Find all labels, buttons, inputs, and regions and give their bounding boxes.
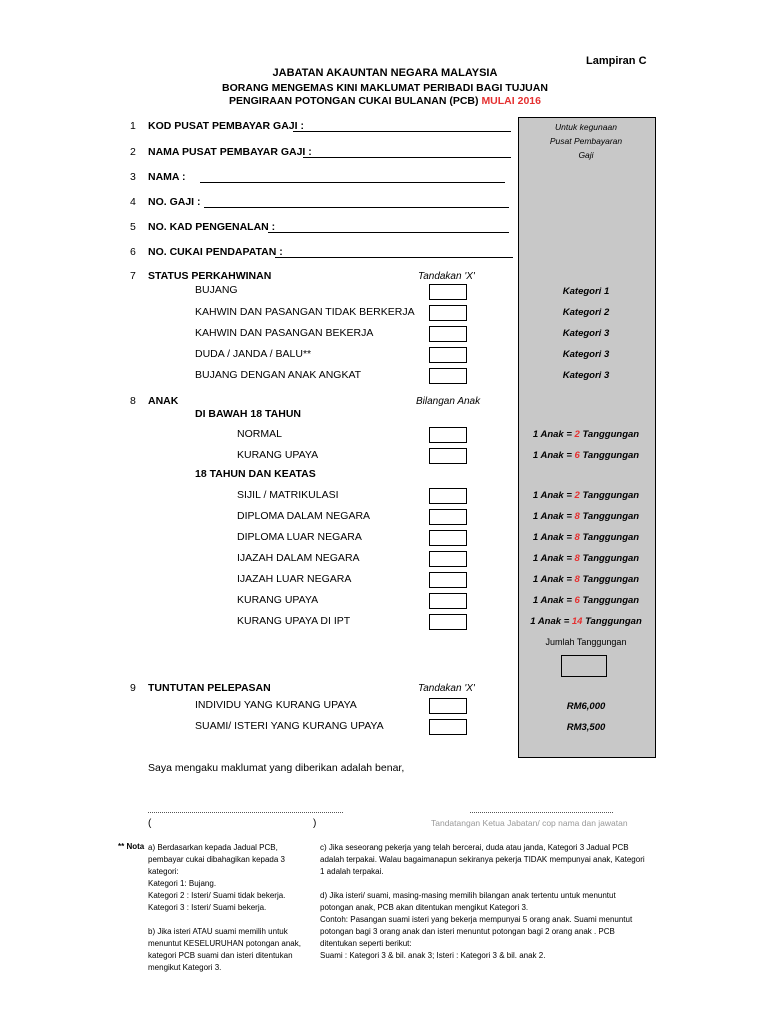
anak-count-box[interactable]: [429, 551, 467, 567]
anak-prefix: 1 Anak =: [532, 429, 575, 440]
tanggungan-count: 8: [574, 511, 580, 522]
field-number: 4: [130, 196, 136, 208]
panel-title-2: Pusat Pembayaran: [549, 136, 623, 146]
section-number: 8: [130, 395, 136, 407]
anak-tanggungan-label: [518, 511, 654, 522]
anak-count-box[interactable]: [429, 509, 467, 525]
header-line3: [0, 95, 770, 107]
note-d: d) Jika isteri/ suami, masing-masing memilih bilangan anak tertentu untuk menuntut potongan anak, PCB akan ditentukan mengikut Kategori 3.: [320, 891, 616, 912]
tuntutan-hint: Tandakan 'X': [418, 683, 475, 694]
note-a1: Kategori 1: Bujang.: [148, 879, 217, 888]
status-section-label: STATUS PERKAHWINAN: [148, 270, 272, 282]
tuntutan-section-label: TUNTUTAN PELEPASAN: [148, 682, 271, 694]
header-line3-red: MULAI 2016: [481, 95, 541, 107]
section-number: 9: [130, 682, 136, 694]
no-gaji-input-line[interactable]: [204, 207, 509, 208]
tanggungan-suffix: Tanggungan: [579, 450, 640, 461]
anak-option-label: KURANG UPAYA: [237, 594, 319, 606]
tanggungan-suffix: Tanggungan: [579, 595, 640, 606]
field-number: 5: [130, 221, 136, 233]
anak-option-label: IJAZAH DALAM NEGARA: [237, 552, 360, 564]
tanggungan-count: 8: [574, 574, 580, 585]
field-number: 6: [130, 246, 136, 258]
declaration-text: Saya mengaku maklumat yang diberikan adalah benar,: [148, 762, 405, 774]
status-option-label: KAHWIN DAN PASANGAN TIDAK BERKERJA: [195, 306, 415, 318]
tanggungan-count: 2: [574, 429, 580, 440]
field-label: NO. GAJI :: [148, 196, 201, 208]
anak-hint: Bilangan Anak: [416, 396, 481, 407]
anak-count-box[interactable]: [429, 488, 467, 504]
head-of-department-label: Tandatangan Ketua Jabatan/ cop nama dan jawatan: [431, 818, 628, 828]
status-bujang-checkbox[interactable]: [429, 284, 467, 300]
anak-option-label: NORMAL: [237, 428, 282, 440]
signature-line-right[interactable]: [470, 812, 613, 813]
jumlah-tanggungan-box[interactable]: [561, 655, 607, 677]
tanggungan-suffix: Tanggungan: [579, 553, 640, 564]
note-a-block: [148, 842, 308, 974]
tanggungan-count: 8: [574, 553, 580, 564]
anak-option-label: IJAZAH LUAR NEGARA: [237, 573, 352, 585]
note-a2: Kategori 2 : Isteri/ Suami tidak bekerja.: [148, 891, 286, 900]
section-number: 7: [130, 270, 136, 282]
tuntutan-option-label: SUAMI/ ISTERI YANG KURANG UPAYA: [195, 720, 384, 732]
anak-option-label: KURANG UPAYA: [237, 449, 319, 461]
anak-group-18-above: 18 TAHUN DAN KEATAS: [195, 468, 316, 480]
header-line1: JABATAN AKAUNTAN NEGARA MALAYSIA: [272, 67, 498, 79]
signature-open-paren: (: [148, 818, 152, 829]
tuntutan-amount: RM6,000: [566, 701, 606, 712]
tanggungan-count: 6: [574, 595, 580, 606]
anak-tanggungan-label: [518, 450, 654, 461]
kategori-label: Kategori 3: [562, 370, 610, 381]
kad-pengenalan-input-line[interactable]: [268, 232, 509, 233]
jumlah-tanggungan-label: Jumlah Tanggungan: [545, 637, 627, 647]
status-option-label: DUDA / JANDA / BALU**: [195, 348, 312, 360]
status-option-label: BUJANG: [195, 284, 238, 296]
header-line3-text: PENGIRAAN POTONGAN CUKAI BULANAN (PCB): [229, 95, 479, 107]
tanggungan-count: 14: [571, 616, 583, 627]
note-c-d-block: [320, 842, 650, 962]
note-a3: Kategori 3 : Isteri/ Suami bekerja.: [148, 903, 267, 912]
field-label: NAMA PUSAT PEMBAYAR GAJI :: [148, 146, 312, 158]
status-kahwin-bekerja-checkbox[interactable]: [429, 326, 467, 342]
tanggungan-suffix: Tanggungan: [579, 511, 640, 522]
anak-prefix: 1 Anak =: [532, 595, 575, 606]
anak-count-box[interactable]: [429, 427, 467, 443]
anak-count-box[interactable]: [429, 614, 467, 630]
anak-tanggungan-label: [518, 574, 654, 585]
signature-close-paren: ): [313, 818, 317, 829]
kategori-label: Kategori 3: [562, 349, 610, 360]
kategori-label: Kategori 1: [562, 286, 610, 297]
anak-count-box[interactable]: [429, 572, 467, 588]
status-option-label: BUJANG DENGAN ANAK ANGKAT: [195, 369, 362, 381]
anak-option-label: KURANG UPAYA DI IPT: [237, 615, 351, 627]
anak-tanggungan-label: [518, 595, 654, 606]
status-kahwin-tidak-bekerja-checkbox[interactable]: [429, 305, 467, 321]
field-label: NAMA :: [148, 171, 186, 183]
anak-tanggungan-label: [518, 429, 654, 440]
note-c: c) Jika seseorang pekerja yang telah bercerai, duda atau janda, Kategori 3 Jadual PCB adalah terpakai. Walau bagaimanapun sekiranya pekerja TIDAK mempunyai anak, Kategori 1 adalah terpakai.: [320, 843, 645, 876]
note-d-contoh: Contoh: Pasangan suami isteri yang bekerja mempunyai 5 orang anak. Suami menuntut potongan bagi 3 orang anak dan isteri menuntut potongan bagi 2 orang anak . PCB ditentukan seperti berikut:: [320, 915, 633, 948]
anak-tanggungan-label: [518, 553, 654, 564]
anak-prefix: 1 Anak =: [532, 553, 575, 564]
notes-label: ** Nota: [118, 842, 145, 851]
header-line2: BORANG MENGEMAS KINI MAKLUMAT PERIBADI BAGI TUJUAN: [222, 82, 548, 94]
anak-count-box[interactable]: [429, 448, 467, 464]
anak-option-label: SIJIL / MATRIKULASI: [237, 489, 339, 501]
panel-title-1: Untuk kegunaan: [555, 122, 617, 132]
tuntutan-suami-isteri-checkbox[interactable]: [429, 719, 467, 735]
anak-prefix: 1 Anak =: [532, 511, 575, 522]
tuntutan-option-label: INDIVIDU YANG KURANG UPAYA: [195, 699, 357, 711]
signature-line-left[interactable]: [148, 812, 343, 813]
anak-tanggungan-label: [518, 532, 654, 543]
tanggungan-suffix: Tanggungan: [579, 532, 640, 543]
tanggungan-count: 2: [574, 490, 580, 501]
field-label: NO. KAD PENGENALAN :: [148, 221, 276, 233]
status-option-label: KAHWIN DAN PASANGAN BEKERJA: [195, 327, 374, 339]
kod-pusat-input-line[interactable]: [293, 131, 511, 132]
tuntutan-amount: RM3,500: [566, 722, 606, 733]
tuntutan-individu-checkbox[interactable]: [429, 698, 467, 714]
lampiran-label: Lampiran C: [586, 55, 647, 67]
anak-option-label: DIPLOMA DALAM NEGARA: [237, 510, 371, 522]
tanggungan-suffix: Tanggungan: [579, 490, 640, 501]
anak-prefix: 1 Anak =: [532, 450, 575, 461]
tanggungan-suffix: Tanggungan: [579, 574, 640, 585]
anak-count-box[interactable]: [429, 530, 467, 546]
anak-prefix: 1 Anak =: [532, 532, 575, 543]
field-label: NO. CUKAI PENDAPATAN :: [148, 246, 283, 258]
anak-prefix: 1 Anak =: [530, 616, 572, 627]
status-hint: Tandakan 'X': [418, 271, 475, 282]
note-d-suami: Suami : Kategori 3 & bil. anak 3; Isteri : Kategori 3 & bil. anak 2.: [320, 951, 546, 960]
anak-tanggungan-label: [518, 490, 654, 501]
anak-section-label: ANAK: [148, 395, 179, 407]
note-b: b) Jika isteri ATAU suami memilih untuk menuntut KESELURUHAN potongan anak, kategori PCB suami dan isteri ditentukan mengikut Kategori 3.: [148, 927, 301, 972]
tanggungan-suffix: Tanggungan: [582, 616, 642, 627]
anak-prefix: 1 Anak =: [532, 490, 575, 501]
kategori-label: Kategori 3: [562, 328, 610, 339]
tanggungan-count: 6: [574, 450, 580, 461]
status-bujang-anak-angkat-checkbox[interactable]: [429, 368, 467, 384]
anak-tanggungan-label: [518, 616, 654, 627]
anak-count-box[interactable]: [429, 593, 467, 609]
panel-title-3: Gaji: [578, 150, 594, 160]
no-cukai-input-line[interactable]: [275, 257, 513, 258]
nama-pusat-input-line[interactable]: [303, 157, 511, 158]
nama-input-line[interactable]: [200, 182, 505, 183]
note-a: a) Berdasarkan kepada Jadual PCB, pembayar cukai dibahagikan kepada 3 kategori:: [148, 843, 285, 876]
field-number: 3: [130, 171, 136, 183]
kategori-label: Kategori 2: [562, 307, 610, 318]
tanggungan-suffix: Tanggungan: [579, 429, 640, 440]
status-duda-janda-checkbox[interactable]: [429, 347, 467, 363]
field-number: 2: [130, 146, 136, 158]
field-number: 1: [130, 120, 136, 132]
anak-prefix: 1 Anak =: [532, 574, 575, 585]
anak-option-label: DIPLOMA LUAR NEGARA: [237, 531, 362, 543]
anak-group-under-18: DI BAWAH 18 TAHUN: [195, 408, 301, 420]
tanggungan-count: 8: [574, 532, 580, 543]
field-label: KOD PUSAT PEMBAYAR GAJI :: [148, 120, 304, 132]
